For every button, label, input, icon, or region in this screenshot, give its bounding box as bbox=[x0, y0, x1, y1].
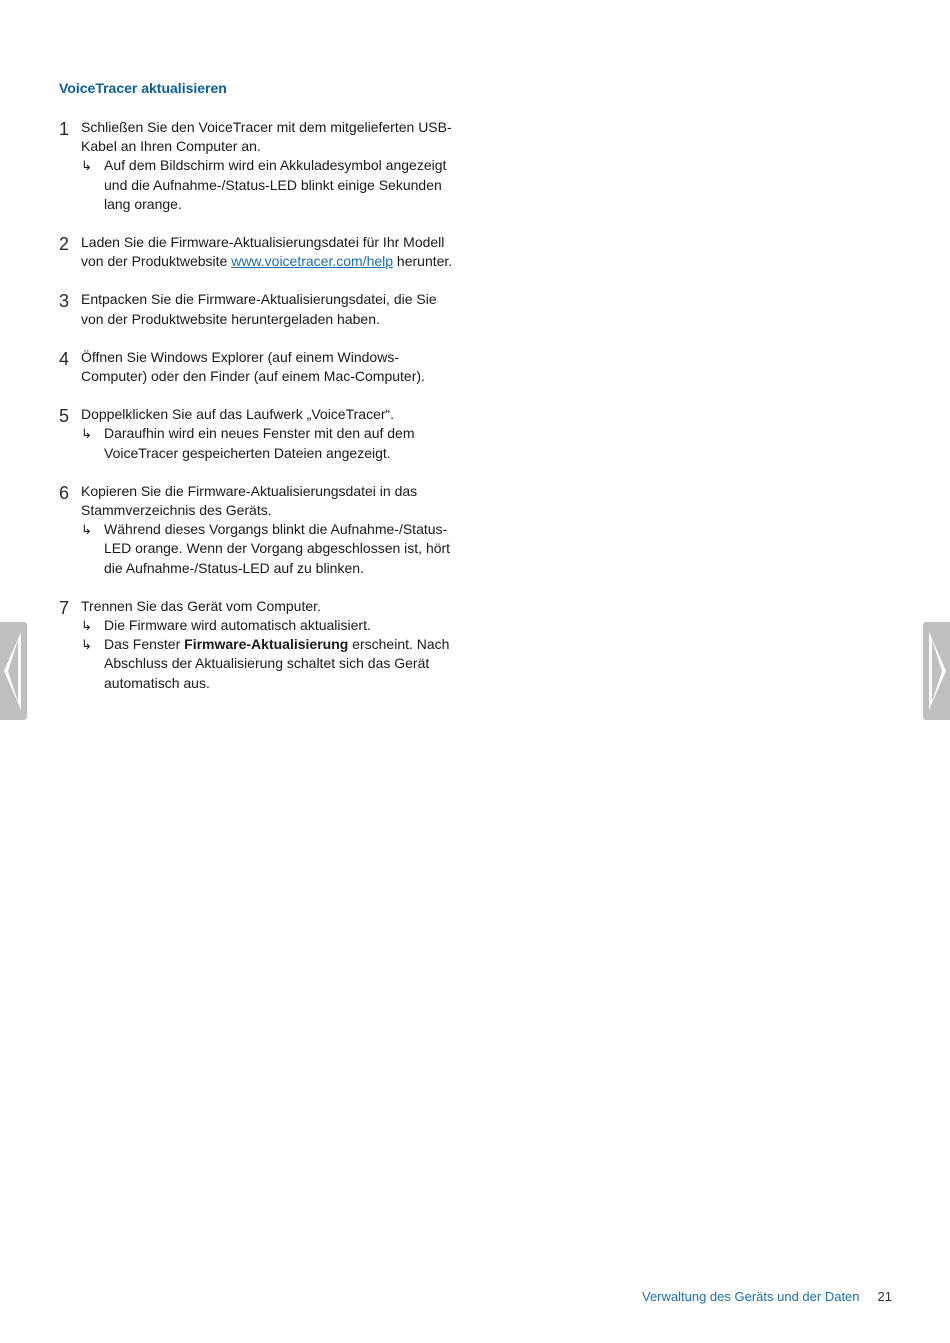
next-page-button[interactable] bbox=[923, 622, 950, 720]
result-arrow-icon: ↳ bbox=[81, 618, 92, 634]
voicetracer-help-link[interactable]: www.voicetracer.com/help bbox=[231, 253, 394, 270]
page-number: 21 bbox=[877, 1289, 892, 1304]
step-number: 4 bbox=[59, 348, 70, 369]
previous-page-button[interactable] bbox=[0, 622, 27, 720]
result-arrow-icon: ↳ bbox=[81, 426, 92, 442]
result-text: Während dieses Vorgangs blinkt die Aufnahme-/Status-LED orange. Wenn der Vorgang abgeschlossen ist, hört die Aufnahme-/Status-LED auf zu blinken. bbox=[104, 521, 451, 576]
step-result bbox=[81, 156, 459, 214]
step-5 bbox=[59, 405, 459, 463]
section-title: VoiceTracer aktualisieren bbox=[59, 80, 227, 96]
step-6 bbox=[59, 482, 459, 578]
result-text: Daraufhin wird ein neues Fenster mit den auf dem VoiceTracer gespeicherten Dateien angezeigt. bbox=[104, 425, 415, 461]
step-text-after-link: herunter. bbox=[393, 253, 453, 270]
firmware-window-name: Firmware-Aktualisierung bbox=[184, 636, 349, 653]
step-1 bbox=[59, 118, 459, 214]
result-text: Die Firmware wird automatisch aktualisiert. bbox=[104, 617, 371, 634]
step-text bbox=[81, 233, 459, 271]
step-result bbox=[81, 520, 459, 578]
step-result bbox=[81, 424, 459, 462]
result-text bbox=[104, 636, 449, 690]
step-number: 3 bbox=[59, 291, 70, 312]
result-arrow-icon: ↳ bbox=[81, 637, 92, 653]
step-text: Doppelklicken Sie auf das Laufwerk „VoiceTracer“. bbox=[81, 406, 395, 423]
step-7 bbox=[59, 597, 459, 693]
step-number: 1 bbox=[59, 119, 70, 139]
result-arrow-icon: ↳ bbox=[81, 522, 92, 538]
step-text: Kopieren Sie die Firmware-Aktualisierungsdatei in das Stammverzeichnis des Geräts. bbox=[81, 482, 418, 519]
chevron-left-icon bbox=[0, 622, 27, 720]
step-result bbox=[81, 616, 459, 635]
result-text-before: Das Fenster bbox=[104, 636, 185, 653]
step-text: Schließen Sie den VoiceTracer mit dem mitgelieferten USB-Kabel an Ihren Computer an. bbox=[81, 119, 452, 155]
step-result bbox=[81, 635, 459, 693]
step-2 bbox=[59, 233, 459, 271]
step-number: 5 bbox=[59, 406, 70, 427]
step-number: 7 bbox=[59, 597, 70, 618]
step-text: Entpacken Sie die Firmware-Aktualisierungsdatei, die Sie von der Produktwebsite heruntergeladen haben. bbox=[81, 291, 437, 327]
step-text: Öffnen Sie Windows Explorer (auf einem Windows-Computer) oder den Finder (auf einem Mac-Computer). bbox=[81, 348, 425, 385]
step-3 bbox=[59, 290, 459, 328]
result-arrow-icon: ↳ bbox=[81, 158, 92, 174]
result-text-after: erscheint. Nach Abschluss der Aktualisierung schaltet sich das Gerät automatisch aus. bbox=[104, 636, 450, 691]
step-text-before-link: Laden Sie die Firmware-Aktualisierungsdatei für Ihr Modell von der Produktwebsite bbox=[81, 234, 445, 270]
step-4 bbox=[59, 348, 459, 386]
step-number: 2 bbox=[59, 234, 70, 255]
chevron-right-icon bbox=[923, 622, 950, 720]
steps-list bbox=[59, 118, 459, 712]
result-text: Auf dem Bildschirm wird ein Akkuladesymbol angezeigt und die Aufnahme-/Status-LED blinkt einige Sekunden lang orange. bbox=[104, 157, 447, 212]
step-number: 6 bbox=[59, 482, 70, 503]
step-text: Trennen Sie das Gerät vom Computer. bbox=[81, 597, 321, 614]
page-footer bbox=[642, 1289, 892, 1304]
footer-chapter-title: Verwaltung des Geräts und der Daten bbox=[642, 1289, 860, 1304]
